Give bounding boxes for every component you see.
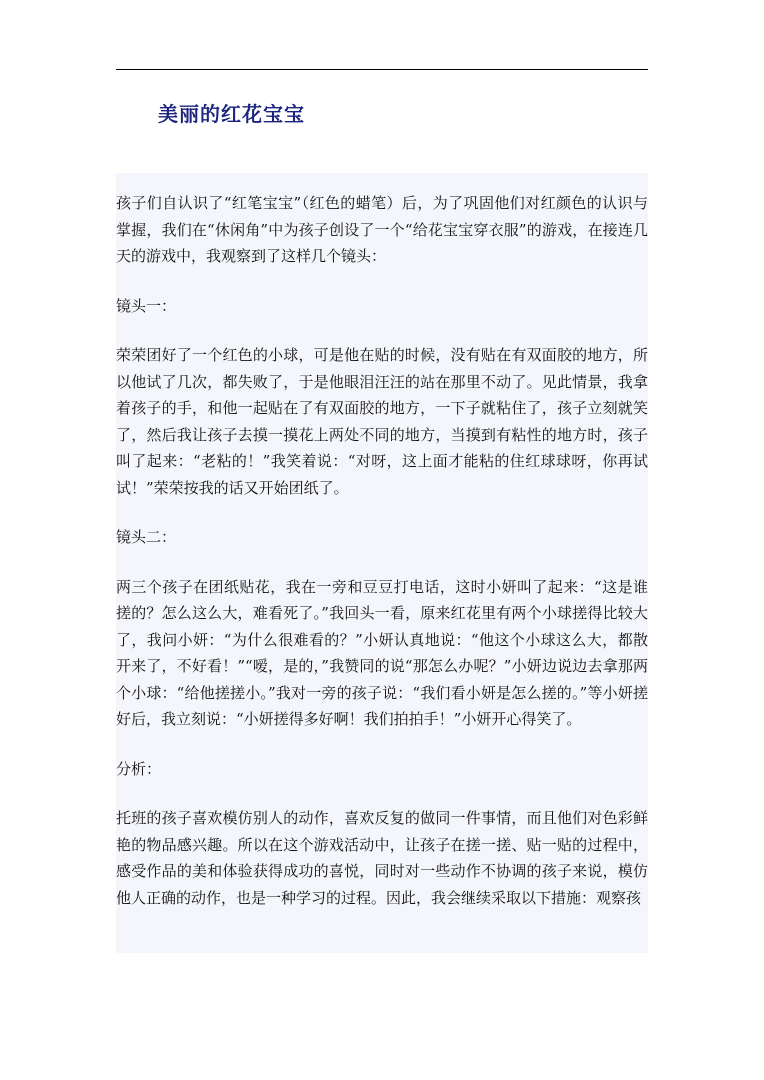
paragraph-intro: 孩子们自认识了“红笔宝宝”（红色的蜡笔）后，为了巩固他们对红颜色的认识与掌握，我们在“休闲角”中为孩子创设了一个“给花宝宝穿衣服”的游戏，在接连几天的游戏中，我观察到了这样几个镜头：	[116, 194, 648, 265]
heading-shot-two: 镜头二：	[116, 528, 177, 546]
header-rule	[116, 69, 648, 70]
document-body	[116, 173, 648, 953]
document-title: 美丽的红花宝宝	[158, 102, 305, 126]
heading-shot-one: 镜头一：	[116, 296, 177, 315]
paragraph-analysis: 托班的孩子喜欢模仿别人的动作，喜欢反复的做同一件事情，而且他们对色彩鲜艳的物品感兴趣。所以在这个游戏活动中，让孩子在搓一搓、贴一贴的过程中，感受作品的美和体验获得成功的喜悦，同时对一些动作不协调的孩子来说，模仿他人正确的动作，也是一种学习的过程。因此，我会继续采取以下措施：观察孩	[116, 809, 648, 907]
paragraph-shot-one: 荣荣团好了一个红色的小球，可是他在贴的时候，没有贴在有双面胶的地方，所以他试了几次，都失败了，于是他眼泪汪汪的站在那里不动了。见此情景，我拿着孩子的手，和他一起贴在了有双面胶的地方，一下子就粘住了，孩子立刻就笑了，然后我让孩子去摸一摸花上两处不同的地方，当摸到有粘性的地方时，孩子叫了起来：“老粘的！”我笑着说：“对呀，这上面才能粘的住红球球呀，你再试试！”荣荣按我的话又开始团纸了。	[116, 346, 648, 497]
heading-analysis: 分析：	[116, 759, 162, 778]
paragraph-shot-two: 两三个孩子在团纸贴花，我在一旁和豆豆打电话，这时小妍叫了起来：“这是谁搓的？怎么这么大，难看死了。”我回头一看，原来红花里有两个小球搓得比较大了，我问小妍：“为什么很难看的？”小妍认真地说：“他这个小球这么大，都散开来了，不好看！”“嗳，是的，”我赞同的说“那怎么办呢？”小妍边说边去拿那两个小球：“给他搓搓小。”我对一旁的孩子说：“我们看小妍是怎么搓的。”等小妍搓好后，我立刻说：“小妍搓得多好啊！我们拍拍手！”小妍开心得笑了。	[116, 577, 648, 728]
